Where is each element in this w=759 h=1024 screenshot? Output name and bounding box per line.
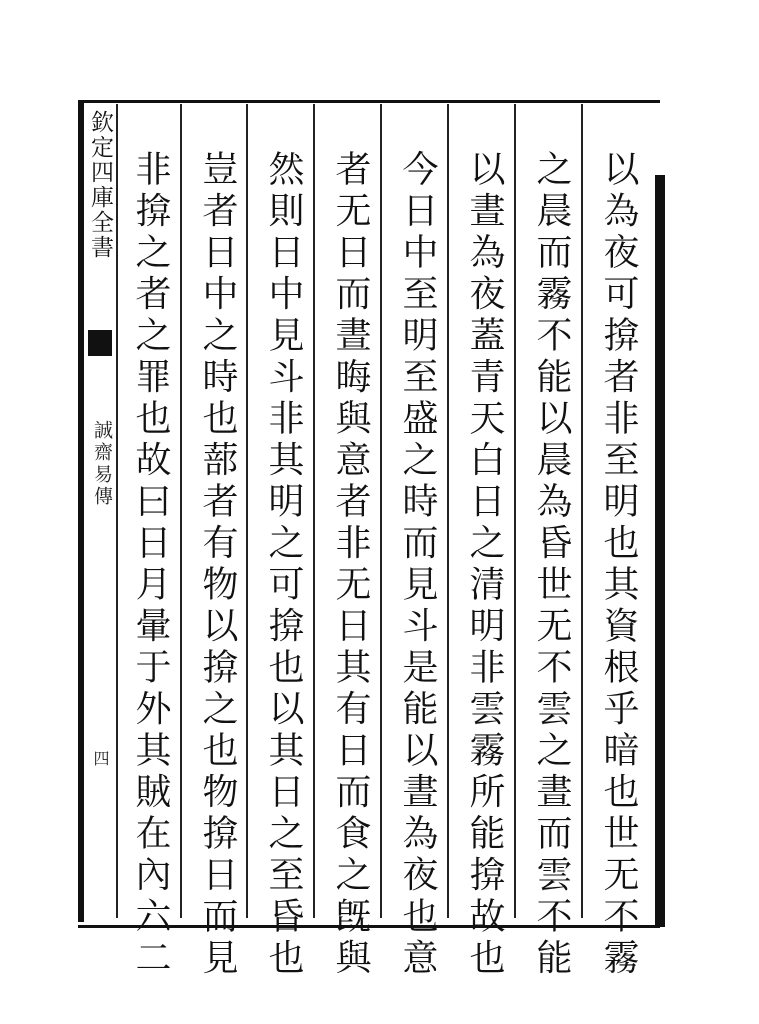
column-divider (380, 104, 382, 918)
page-number: 四 (91, 750, 110, 766)
frame-right-border (655, 175, 665, 927)
column-divider (313, 104, 315, 918)
column-divider (581, 104, 583, 918)
text-column-1: 以為夜可揜者非至明也其資根乎暗也世无不霧 (598, 150, 639, 980)
text-column-8: 非揜之者之罪也故曰日月暈于外其賊在內六二 (130, 150, 171, 980)
fish-tail-mark (88, 330, 112, 356)
text-column-6: 然則日中見斗非其明之可揜也以其日之至昏也 (263, 150, 304, 980)
frame-left-border (78, 100, 84, 922)
section-title: 誠齋易傳 (91, 420, 113, 508)
column-divider (514, 104, 516, 918)
text-column-5: 者无日而晝晦與意者非无日其有日而食之旣與 (330, 150, 371, 980)
column-divider (246, 104, 248, 918)
text-column-7: 豈者日中之時也蔀者有物以揜之也物揜日而見 (197, 150, 238, 980)
text-column-2: 之晨而霧不能以晨為昏世无不雲之晝而雲不能 (531, 150, 572, 980)
column-divider (447, 104, 449, 918)
column-divider (180, 104, 182, 918)
text-column-4: 今日中至明至盛之時而見斗是能以晝為夜也意 (397, 150, 438, 980)
text-column-3: 以晝為夜蓋青天白日之清明非雲霧所能揜故也 (464, 150, 505, 980)
book-title: 欽定四庫全書 (87, 110, 113, 260)
